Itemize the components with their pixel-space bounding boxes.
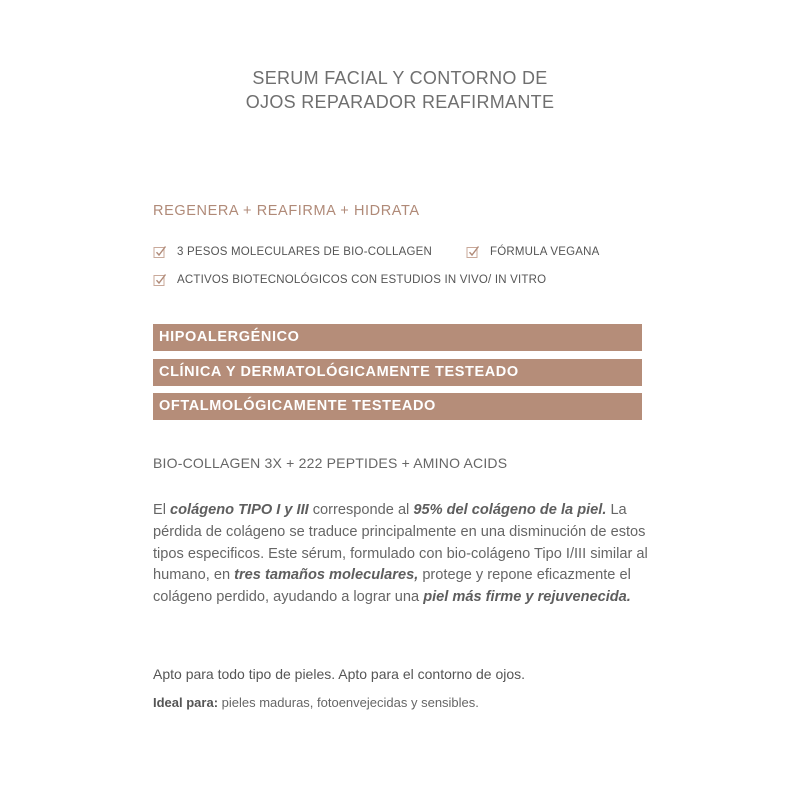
- ideal-for-label: Ideal para:: [153, 695, 219, 710]
- ideal-for-value: pieles maduras, fotoenvejecidas y sensibles.: [218, 695, 479, 710]
- feature-item: [153, 245, 432, 259]
- feature-item: [466, 245, 600, 259]
- feature-label: FÓRMULA VEGANA: [490, 246, 600, 258]
- feature-label: ACTIVOS BIOTECNOLÓGICOS CON ESTUDIOS IN VIVO/ IN VITRO: [177, 274, 547, 286]
- description-text: corresponde al: [308, 502, 414, 518]
- feature-label: 3 PESOS MOLECULARES DE BIO-COLLAGEN: [177, 246, 432, 258]
- product-title: [0, 66, 800, 114]
- tagline: REGENERA + REAFIRMA + HIDRATA: [153, 203, 420, 219]
- description-text: La pérdida de colágeno se traduce principalmente en una disminución de estos tipos especificos. Este sérum, formulado con bio-colágeno Tipo I/III similar al humano, en: [153, 502, 648, 584]
- checkbox-checked-icon: [153, 245, 167, 259]
- ideal-for-text: [153, 695, 479, 710]
- checkbox-checked-icon: [466, 245, 480, 259]
- description-emphasis: colágeno TIPO I y III: [170, 502, 309, 518]
- description-emphasis: 95% del colágeno de la piel.: [413, 502, 607, 518]
- product-title-line-2: OJOS REPARADOR REAFIRMANTE: [245, 92, 555, 112]
- description-paragraph: [153, 500, 653, 609]
- checkbox-checked-icon: [153, 273, 167, 287]
- feature-item: [153, 273, 546, 287]
- claim-band-dermatologically-tested: CLÍNICA Y DERMATOLÓGICAMENTE TESTEADO: [153, 359, 642, 386]
- suitable-for-text: Apto para todo tipo de pieles. Apto para el contorno de ojos.: [153, 666, 526, 682]
- ingredients-line: BIO-COLLAGEN 3X + 222 PEPTIDES + AMINO ACIDS: [153, 455, 508, 471]
- claim-band-ophthalmologically-tested: OFTALMOLÓGICAMENTE TESTEADO: [153, 393, 642, 420]
- description-text: protege y repone eficazmente el colágeno perdido, ayudando a lograr una: [153, 567, 631, 606]
- description-emphasis: tres tamaños moleculares,: [234, 567, 419, 584]
- description-text: El: [153, 502, 171, 518]
- description-emphasis: piel más firme y rejuvenecida.: [423, 589, 631, 606]
- product-title-line-1: SERUM FACIAL Y CONTORNO DE: [252, 68, 548, 88]
- claim-band-hypoallergenic: HIPOALERGÉNICO: [153, 324, 642, 351]
